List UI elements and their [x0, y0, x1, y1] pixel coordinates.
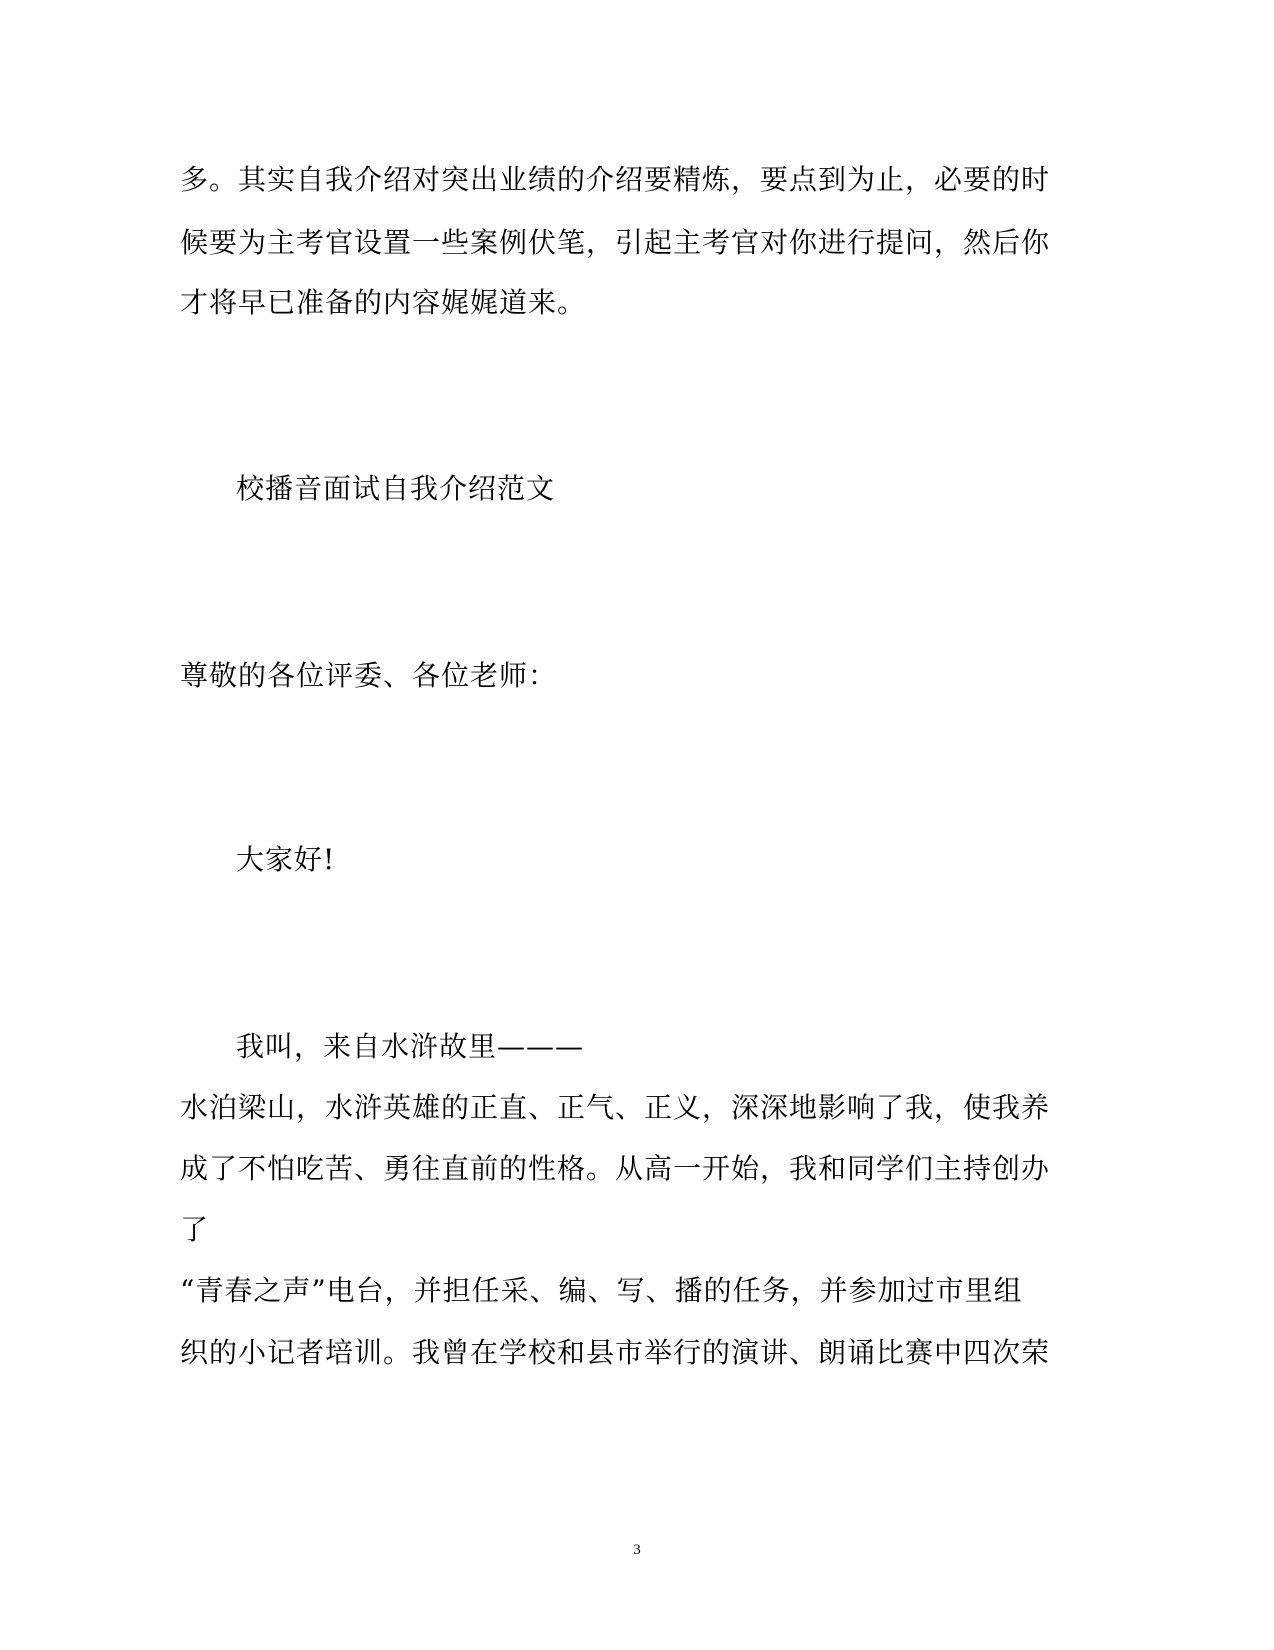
- page-number: 3: [633, 1542, 641, 1558]
- paragraph-2-line-2: 水泊梁山，水浒英雄的正直、正气、正义，深深地影响了我，使我养: [180, 1091, 1051, 1124]
- paragraph-2-line-5: “青春之声”电台，并担任采、编、写、播的任务，并参加过市里组: [180, 1274, 1023, 1307]
- paragraph-1-line-1: 多。其实自我介绍对突出业绩的介绍要精炼，要点到为止，必要的时: [180, 163, 1051, 196]
- paragraph-2-line-3: 成了不怕吃苦、勇往直前的性格。从高一开始，我和同学们主持创办: [180, 1152, 1051, 1185]
- paragraph-2-line-4: 了: [180, 1213, 210, 1246]
- paragraph-1-line-3: 才将早已准备的内容娓娓道来。: [180, 286, 587, 319]
- salutation: 尊敬的各位评委、各位老师：: [180, 659, 558, 692]
- section-title: 校播音面试自我介绍范文: [236, 472, 556, 505]
- greeting: 大家好!: [236, 843, 336, 876]
- paragraph-2-line-1: 我叫，来自水浒故里———: [236, 1030, 585, 1063]
- paragraph-1-line-2: 候要为主考官设置一些案例伏笔，引起主考官对你进行提问，然后你: [180, 226, 1051, 259]
- paragraph-2-line-6: 织的小记者培训。我曾在学校和县市举行的演讲、朗诵比赛中四次荣: [180, 1336, 1051, 1369]
